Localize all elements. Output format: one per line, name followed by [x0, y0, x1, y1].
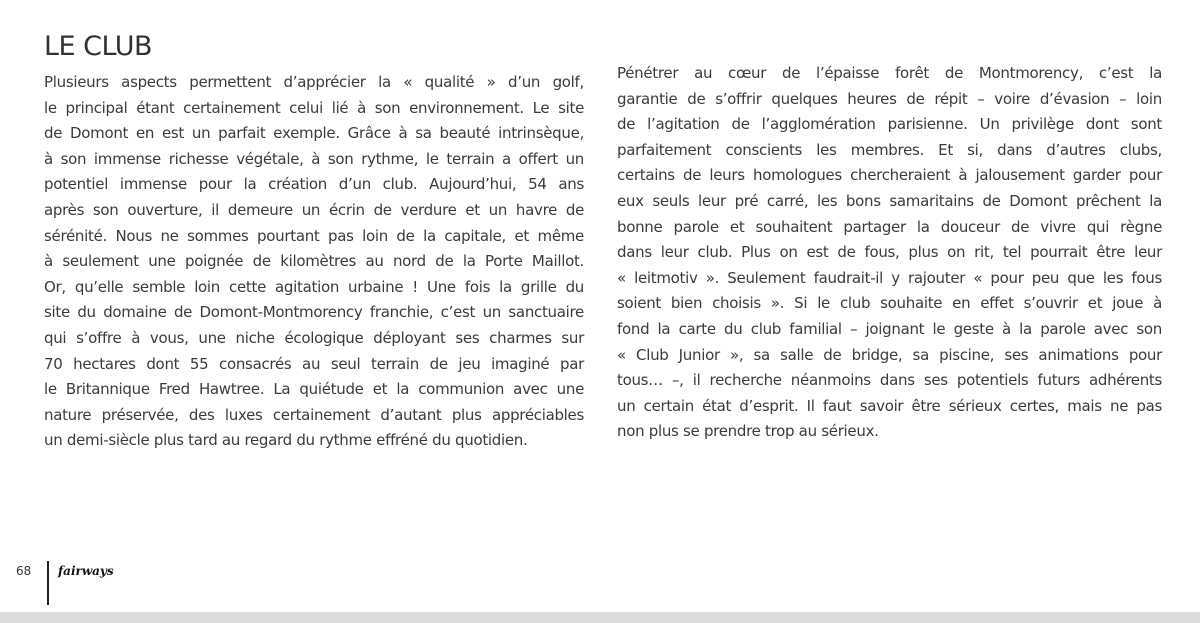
article-title: LE CLUB	[44, 31, 153, 62]
text-line: un demi-siècle plus tard au regard du rythme effréné du quotidien.	[44, 431, 528, 450]
text-line: qui s’offre à vous, une niche écologique déployant ses charmes sur	[44, 328, 584, 347]
text-line: le principal étant certainement celui lié à son environnement. Le site	[44, 98, 584, 117]
text-line: sérénité. Nous ne sommes pourtant pas loin de la capitale, et même	[44, 226, 584, 245]
page-number: 68	[16, 564, 32, 578]
text-line: « leitmotiv ». Seulement faudrait-il y rajouter « pour peu que les fous	[617, 268, 1162, 287]
left-column	[44, 70, 584, 454]
footer-divider	[47, 561, 49, 605]
text-line: le Britannique Fred Hawtree. La quiétude et la communion avec une	[44, 380, 584, 399]
text-line: 70 hectares dont 55 consacrés au seul terrain de jeu imaginé par	[44, 354, 584, 373]
text-line: nature préservée, des luxes certainement d’autant plus appréciables	[44, 405, 584, 424]
magazine-name: fairways	[58, 564, 114, 578]
text-line: site du domaine de Domont-Montmorency franchie, c’est un sanctuaire	[44, 303, 584, 322]
text-line: bonne parole et souhaitent partager la douceur de vivre qui règne	[617, 217, 1162, 236]
text-line: tous… –, il recherche néanmoins dans ses potentiels futurs adhérents	[617, 371, 1162, 390]
text-line: « Club Junior », sa salle de bridge, sa piscine, ses animations pour	[617, 345, 1162, 364]
bottom-scroll-strip	[0, 612, 1200, 623]
text-line: fond la carte du club familial – joignant le geste à la parole avec son	[617, 319, 1162, 338]
text-line: Or, qu’elle semble loin cette agitation urbaine ! Une fois la grille du	[44, 277, 584, 296]
text-line: parfaitement conscients les membres. Et si, dans d’autres clubs,	[617, 140, 1162, 159]
text-line: dans leur club. Plus on est de fous, plus on rit, tel pourrait être leur	[617, 243, 1162, 262]
text-line: garantie de s’offrir quelques heures de répit – voire d’évasion – loin	[617, 89, 1162, 108]
text-line: Pénétrer au cœur de l’épaisse forêt de Montmorency, c’est la	[617, 64, 1162, 82]
text-line: potentiel immense pour la création d’un club. Aujourd’hui, 54 ans	[44, 175, 584, 194]
text-line: un certain état d’esprit. Il faut savoir être sérieux certes, mais ne pas	[617, 396, 1162, 415]
right-column	[617, 61, 1162, 445]
text-line: à seulement une poignée de kilomètres au nord de la Porte Maillot.	[44, 252, 584, 271]
text-line: eux seuls leur pré carré, les bons samaritains de Domont prêchent la	[617, 191, 1162, 210]
text-line: certains de leurs homologues chercheraient à jalousement garder pour	[617, 166, 1162, 185]
text-line: à son immense richesse végétale, à son rythme, le terrain a offert un	[44, 149, 584, 168]
text-line: soient bien choisis ». Si le club souhaite en effet s’ouvrir et joue à	[617, 294, 1162, 313]
text-line: non plus se prendre trop au sérieux.	[617, 422, 879, 441]
text-line: Plusieurs aspects permettent d’apprécier la « qualité » d’un golf,	[44, 73, 584, 91]
text-line: après son ouverture, il demeure un écrin de verdure et un havre de	[44, 200, 584, 219]
text-line: de Domont en est un parfait exemple. Grâce à sa beauté intrinsèque,	[44, 124, 584, 143]
text-line: de l’agitation de l’agglomération parisienne. Un privilège dont sont	[617, 115, 1162, 134]
